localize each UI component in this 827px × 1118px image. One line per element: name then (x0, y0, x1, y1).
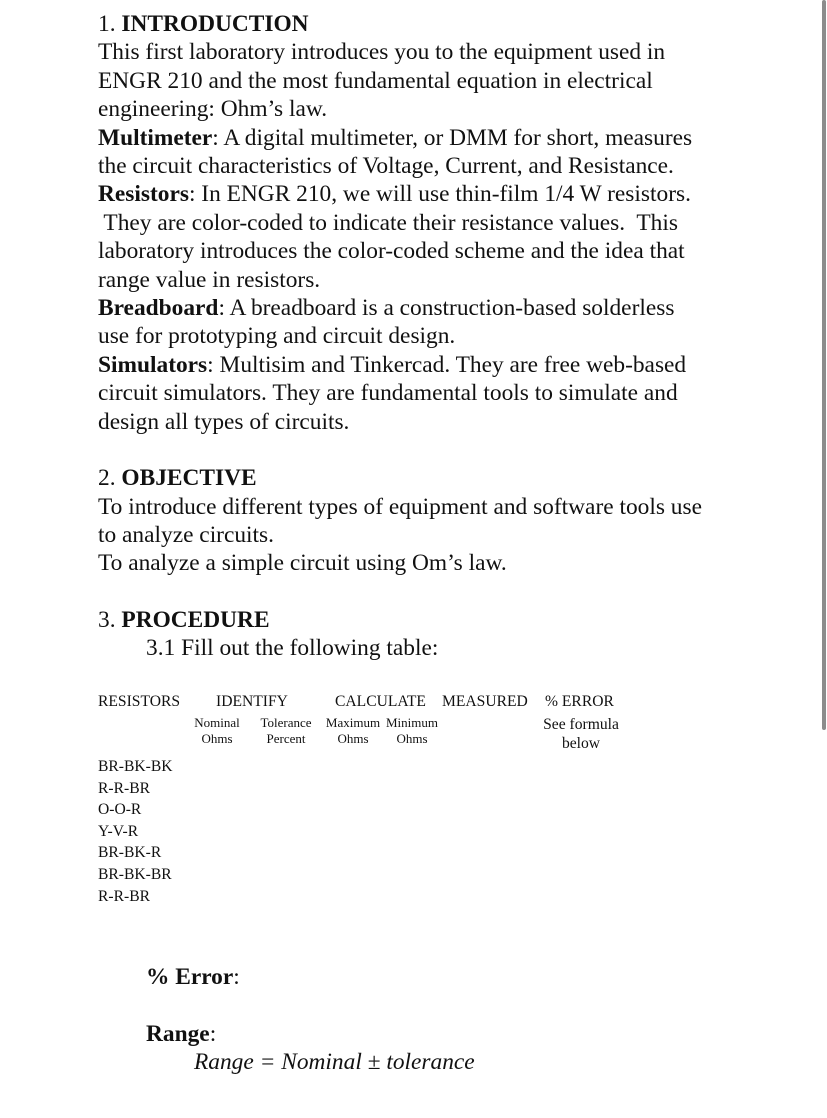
procedure-heading (98, 606, 738, 634)
resistor-rows (98, 756, 173, 907)
multimeter-term: Multimeter (98, 124, 213, 151)
header-error: % ERROR (545, 693, 614, 710)
subheader-nominal-2: Ohms (201, 731, 233, 746)
resistor-table (98, 693, 658, 913)
range-formula: Range = Nominal ± tolerance (194, 1049, 475, 1075)
resistors-line-1 (98, 180, 738, 208)
error-heading (146, 963, 475, 991)
scrollbar[interactable] (822, 0, 826, 730)
resistors-text-1: : In ENGR 210, we will use thin-film 1/4 W resistors. (188, 181, 691, 208)
header-calculate: CALCULATE (335, 693, 426, 710)
document-body (98, 10, 738, 663)
subheader-maximum (324, 715, 382, 747)
subheader-tolerance (258, 715, 314, 747)
header-identify: IDENTIFY (216, 693, 288, 710)
resistors-line-4: range value in resistors. (98, 266, 321, 293)
multimeter-line-2: the circuit characteristics of Voltage, Current, and Resistance. (98, 153, 674, 180)
subheader-tolerance-1: Tolerance (260, 715, 312, 730)
procedure-number: 3. (98, 606, 116, 633)
multimeter-text-1: : A digital multimeter, or DMM for short, measures (212, 124, 693, 151)
table-row: BR-BK-R (98, 844, 162, 862)
resistors-line-3: laboratory introduces the color-coded scheme and the idea that (98, 238, 685, 265)
simulators-line-2: circuit simulators. They are fundamental tools to simulate and (98, 380, 678, 407)
intro-heading (98, 10, 738, 38)
table-row: R-R-BR (98, 887, 150, 905)
table-row: R-R-BR (98, 779, 150, 797)
error-range-block (146, 963, 475, 1076)
header-resistors: RESISTORS (98, 693, 181, 710)
objective-line-1: To introduce different types of equipment and software tools use (98, 493, 702, 520)
intro-line-3: engineering: Ohm’s law. (98, 96, 328, 123)
intro-line-1: This first laboratory introduces you to the equipment used in (98, 39, 666, 66)
subheader-maximum-2: Ohms (337, 731, 369, 746)
multimeter-line-1 (98, 124, 738, 152)
objective-line-2: to analyze circuits. (98, 521, 275, 548)
subheader-error-1: See formula (543, 716, 619, 733)
intro-line-2: ENGR 210 and the most fundamental equation in electrical (98, 67, 653, 94)
objective-line-3: To analyze a simple circuit using Om’s law. (98, 550, 507, 577)
procedure-title: PROCEDURE (121, 606, 270, 633)
table-row: Y-V-R (98, 822, 139, 840)
range-label: Range (146, 1021, 210, 1047)
subheader-minimum (383, 715, 441, 747)
intro-number: 1. (98, 11, 116, 37)
subheader-nominal (190, 715, 244, 747)
subheader-error-2: below (561, 735, 601, 752)
simulators-line-1 (98, 351, 738, 379)
subheader-maximum-1: Maximum (325, 715, 381, 730)
header-measured: MEASURED (442, 693, 528, 710)
breadboard-line-1 (98, 294, 738, 322)
procedure-step: 3.1 Fill out the following table: (146, 635, 439, 662)
simulators-text-1: : Multisim and Tinkercad. They are free web-based (207, 351, 687, 378)
simulators-term: Simulators (98, 351, 208, 378)
error-colon: : (233, 964, 240, 990)
resistors-line-2: They are color-coded to indicate their resistance values. This (98, 209, 678, 236)
subheader-minimum-1: Minimum (385, 715, 438, 730)
table-row: BR-BK-BK (98, 758, 173, 775)
objective-number: 2. (98, 465, 116, 492)
breadboard-line-2: use for prototyping and circuit design. (98, 323, 456, 350)
range-heading (146, 1020, 475, 1048)
simulators-line-3: design all types of circuits. (98, 408, 350, 435)
breadboard-term: Breadboard (98, 295, 219, 322)
objective-heading (98, 464, 738, 492)
subheader-nominal-1: Nominal (194, 715, 240, 730)
table-row: BR-BK-BR (98, 865, 172, 883)
range-colon: : (209, 1021, 217, 1047)
objective-title: OBJECTIVE (121, 465, 257, 492)
intro-title: INTRODUCTION (121, 11, 309, 37)
subheader-tolerance-2: Percent (266, 731, 306, 746)
error-label: % Error (146, 964, 234, 990)
breadboard-text-1: : A breadboard is a construction-based solderless (218, 295, 675, 322)
subheader-minimum-2: Ohms (396, 731, 428, 746)
subheader-error (538, 715, 624, 753)
resistors-term: Resistors (98, 181, 189, 208)
table-row: O-O-R (98, 801, 142, 819)
